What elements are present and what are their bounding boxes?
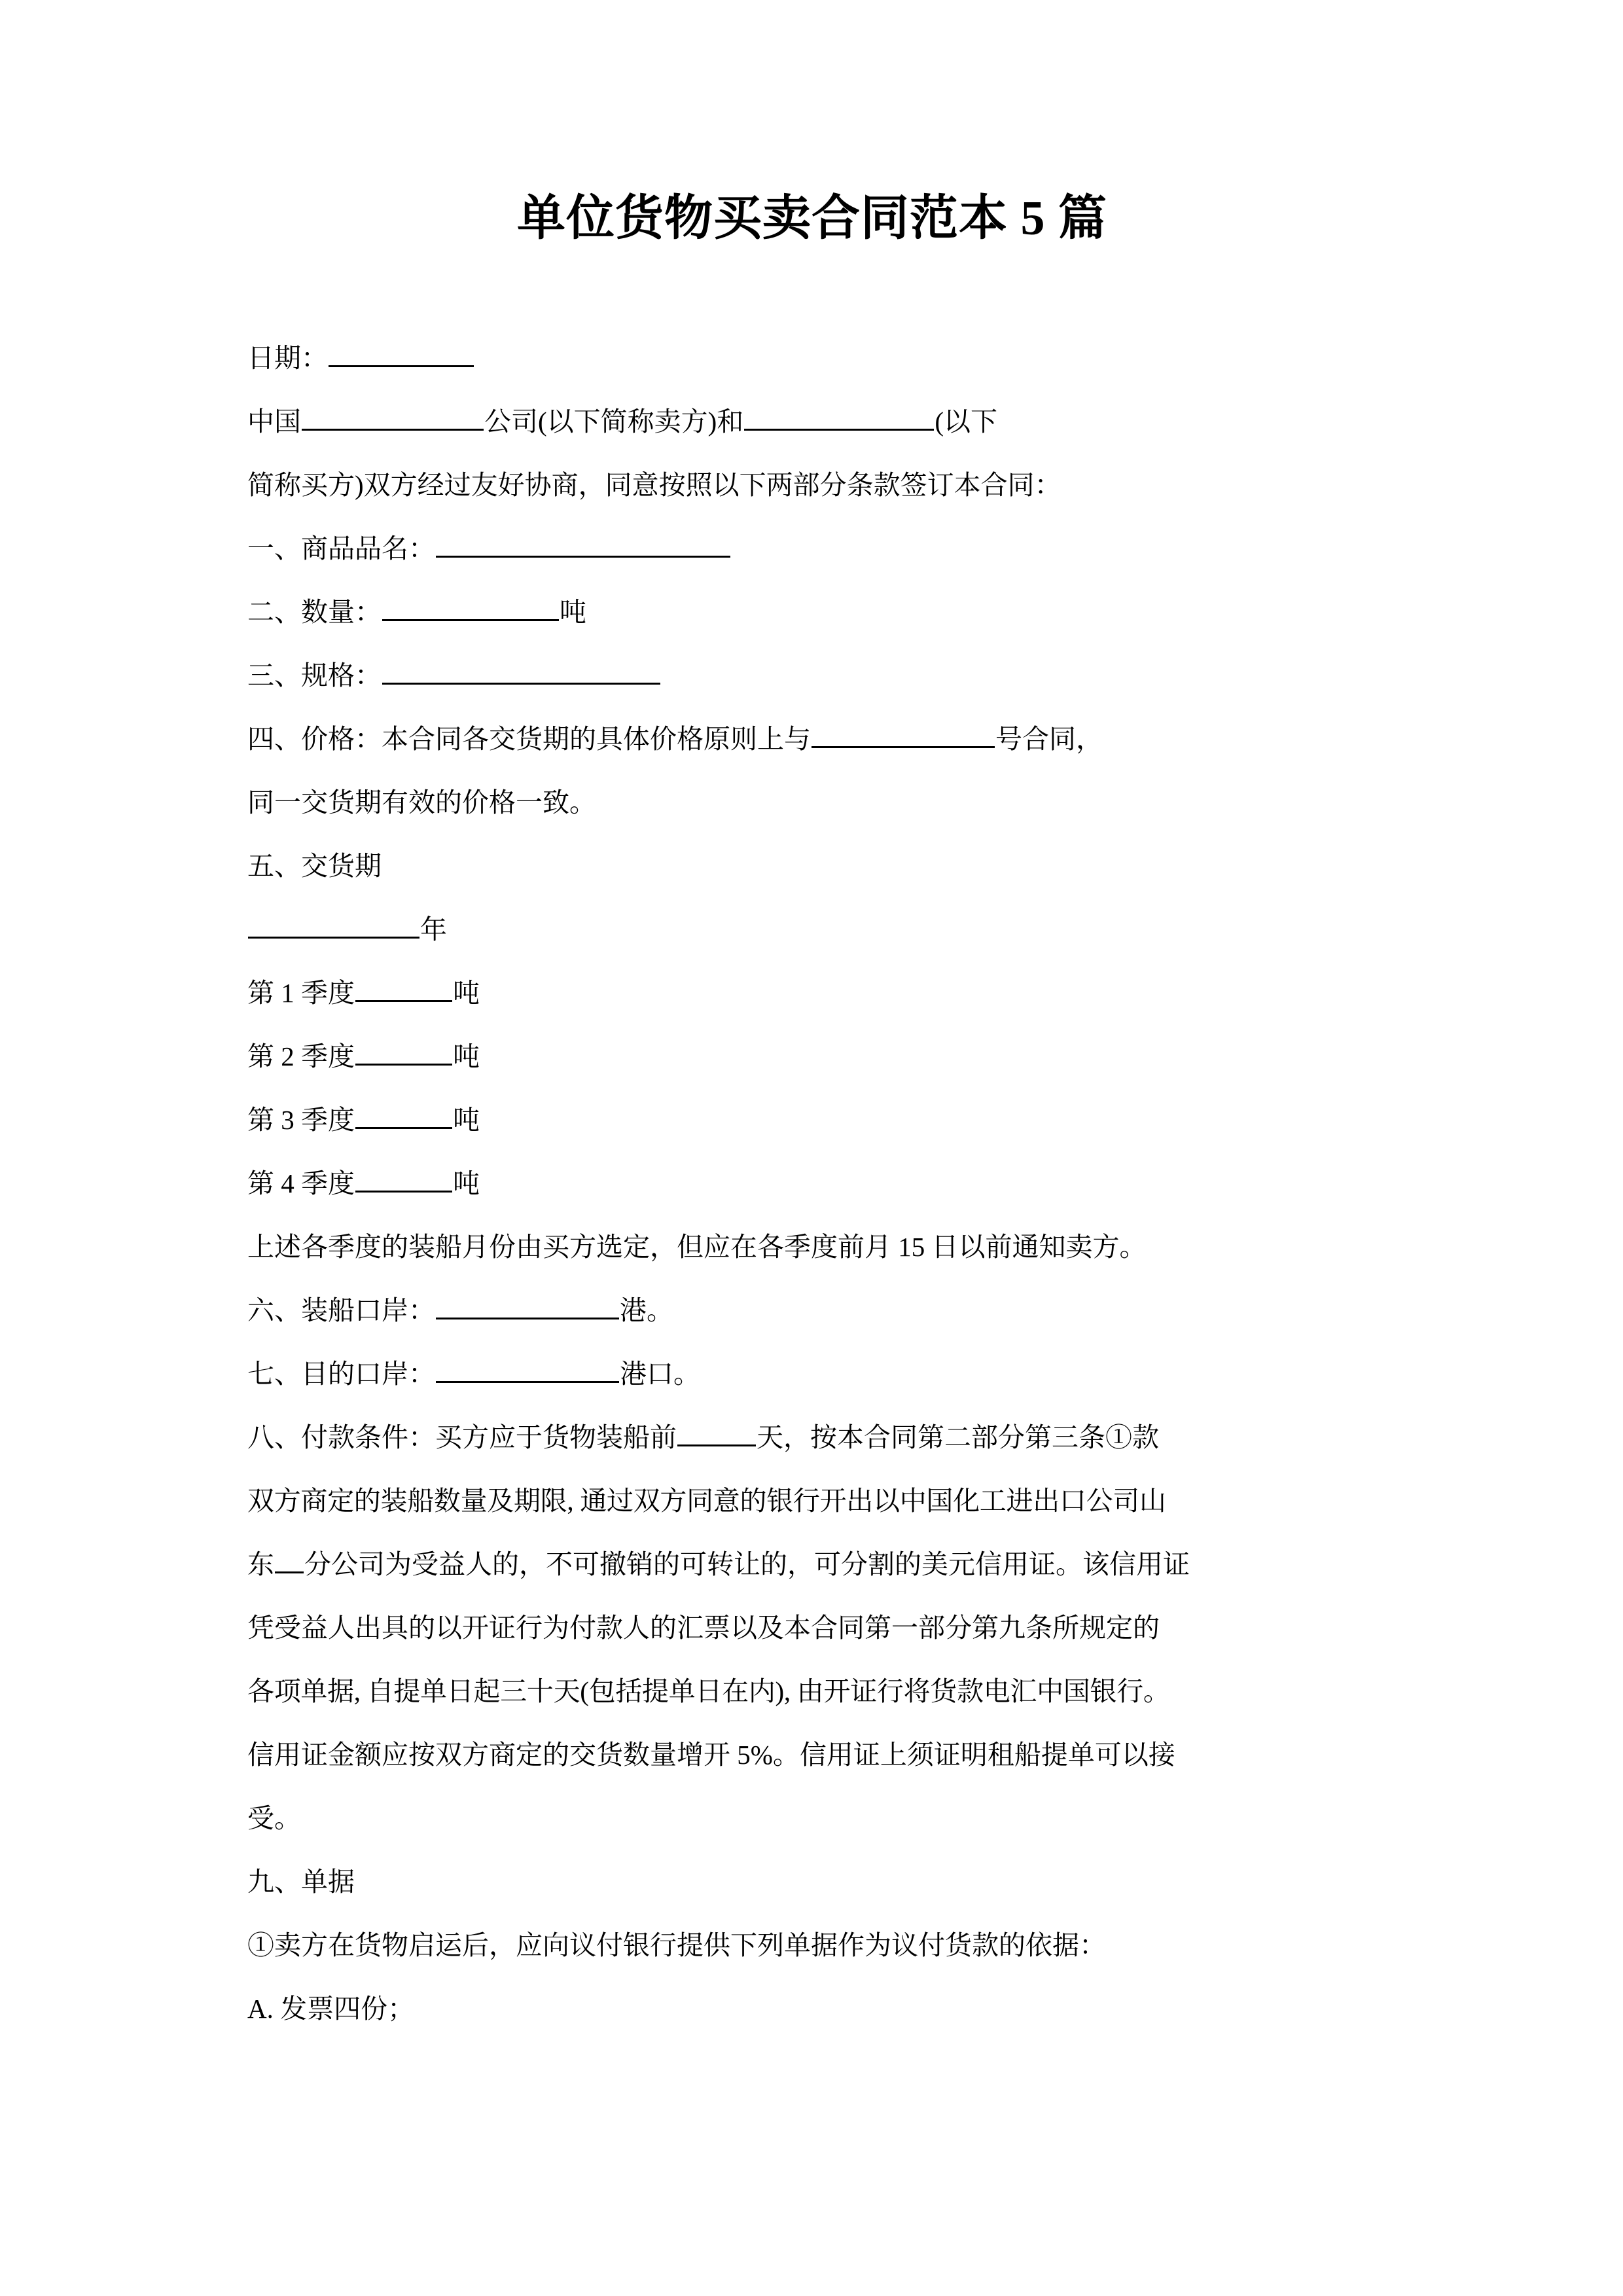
clause-8-line-7: 受。 <box>247 1803 301 1833</box>
clause-8-line3-post: 分公司为受益人的，不可撤销的可转让的，可分割的美元信用证。该信用证 <box>304 1549 1190 1579</box>
clause-9-item-1: ①卖方在货物启运后，应向议付银行提供下列单据作为议付货款的依据： <box>247 1929 1106 1960</box>
clause-7-label: 七、目的口岸： <box>247 1358 435 1389</box>
clause-6-label: 六、装船口岸： <box>247 1295 435 1325</box>
clause-4-price-line-1 <box>247 708 1377 771</box>
clause-8-line-1 <box>247 1406 1377 1469</box>
quarter-2-blank[interactable] <box>355 1037 452 1066</box>
quarter-3-blank[interactable] <box>355 1101 452 1129</box>
preamble-line-1 <box>247 390 1377 454</box>
preamble-prefix: 中国 <box>247 406 301 437</box>
title-spacer <box>247 249 1377 327</box>
delivery-year-blank[interactable] <box>248 910 419 939</box>
clause-2-unit: 吨 <box>560 596 586 627</box>
date-blank[interactable] <box>329 339 474 367</box>
quarter-2-unit: 吨 <box>453 1041 480 1071</box>
clause-3-label: 三、规格： <box>247 660 382 691</box>
buyer-name-blank[interactable] <box>744 403 934 431</box>
clause-8-line-3 <box>247 1533 1377 1596</box>
clause-5-delivery-label: 五、交货期 <box>247 850 382 881</box>
days-before-shipment-blank[interactable] <box>677 1418 756 1446</box>
preamble-suffix: (以下 <box>935 406 997 437</box>
clause-5-year-unit: 年 <box>420 914 447 944</box>
quarter-3-unit: 吨 <box>453 1104 480 1135</box>
quarter-row <box>247 1088 1377 1152</box>
quarter-row <box>247 1025 1377 1088</box>
document-body <box>247 162 1377 2041</box>
clause-9-item-a: A. 发票四份； <box>247 1993 415 2024</box>
quarter-4-unit: 吨 <box>453 1168 480 1198</box>
clause-7-tail: 港口。 <box>620 1358 700 1389</box>
clause-6-tail: 港。 <box>620 1295 673 1325</box>
clause-4-label: 四、价格：本合同各交货期的具体价格原则上与 <box>247 723 811 754</box>
quarter-1-unit: 吨 <box>453 977 480 1008</box>
price-contract-no-blank[interactable] <box>812 720 995 748</box>
clause-8-line-4: 凭受益人出具的以开证行为付款人的汇票以及本合同第一部分第九条所规定的 <box>247 1612 1160 1643</box>
clause-4-tail: 号合同， <box>995 723 1103 754</box>
specification-blank[interactable] <box>382 656 660 685</box>
clause-8-line3-pre: 东 <box>247 1549 274 1579</box>
quarter-row <box>247 1152 1377 1215</box>
clause-8-line-6: 信用证金额应按双方商定的交货数量增开 5%。信用证上须证明租船提单可以接 <box>247 1739 1175 1770</box>
clause-2-quantity <box>247 581 1377 644</box>
quantity-blank[interactable] <box>382 593 559 621</box>
clause-6-loading-port <box>247 1279 1377 1342</box>
quarter-4-blank[interactable] <box>355 1164 452 1193</box>
clause-8-head: 八、付款条件：买方应于货物装船前 <box>247 1422 677 1452</box>
page-title: 单位货物买卖合同范本 5 篇 <box>517 192 1107 245</box>
clause-2-label: 二、数量： <box>247 596 382 627</box>
clause-5-note: 上述各季度的装船月份由买方选定，但应在各季度前月 15 日以前通知卖方。 <box>247 1231 1147 1262</box>
clause-1-goods-name <box>247 517 1377 581</box>
quarter-row <box>247 961 1377 1025</box>
branch-name-blank[interactable] <box>275 1545 304 1573</box>
quarter-1-label: 第 1 季度 <box>247 977 355 1008</box>
clause-8-line-2: 双方商定的装船数量及期限, 通过双方同意的银行开出以中国化工进出口公司山 <box>247 1485 1166 1516</box>
destination-port-blank[interactable] <box>436 1355 619 1383</box>
quarter-1-blank[interactable] <box>355 974 452 1002</box>
date-line <box>247 327 1377 390</box>
loading-port-blank[interactable] <box>436 1291 619 1319</box>
seller-name-blank[interactable] <box>302 403 484 431</box>
clause-3-specification <box>247 644 1377 708</box>
clause-7-destination-port <box>247 1342 1377 1406</box>
clause-8-after-blank: 天，按本合同第二部分第三条①款 <box>757 1422 1159 1452</box>
preamble-mid: 公司(以下简称卖方)和 <box>484 406 744 437</box>
preamble-line-2: 简称买方)双方经过友好协商，同意按照以下两部分条款签订本合同： <box>247 469 1061 500</box>
clause-8-line-5: 各项单据, 自提单日起三十天(包括提单日在内), 由开证行将货款电汇中国银行。 <box>247 1676 1170 1706</box>
goods-name-blank[interactable] <box>436 529 730 558</box>
clause-4-price-line-2: 同一交货期有效的价格一致。 <box>247 787 596 817</box>
quarter-2-label: 第 2 季度 <box>247 1041 355 1071</box>
clause-5-year-line <box>247 898 1377 961</box>
quarter-4-label: 第 4 季度 <box>247 1168 355 1198</box>
date-label: 日期： <box>247 342 328 373</box>
clause-1-label: 一、商品品名： <box>247 533 435 564</box>
clause-9-label: 九、单据 <box>247 1866 355 1897</box>
quarter-3-label: 第 3 季度 <box>247 1104 355 1135</box>
